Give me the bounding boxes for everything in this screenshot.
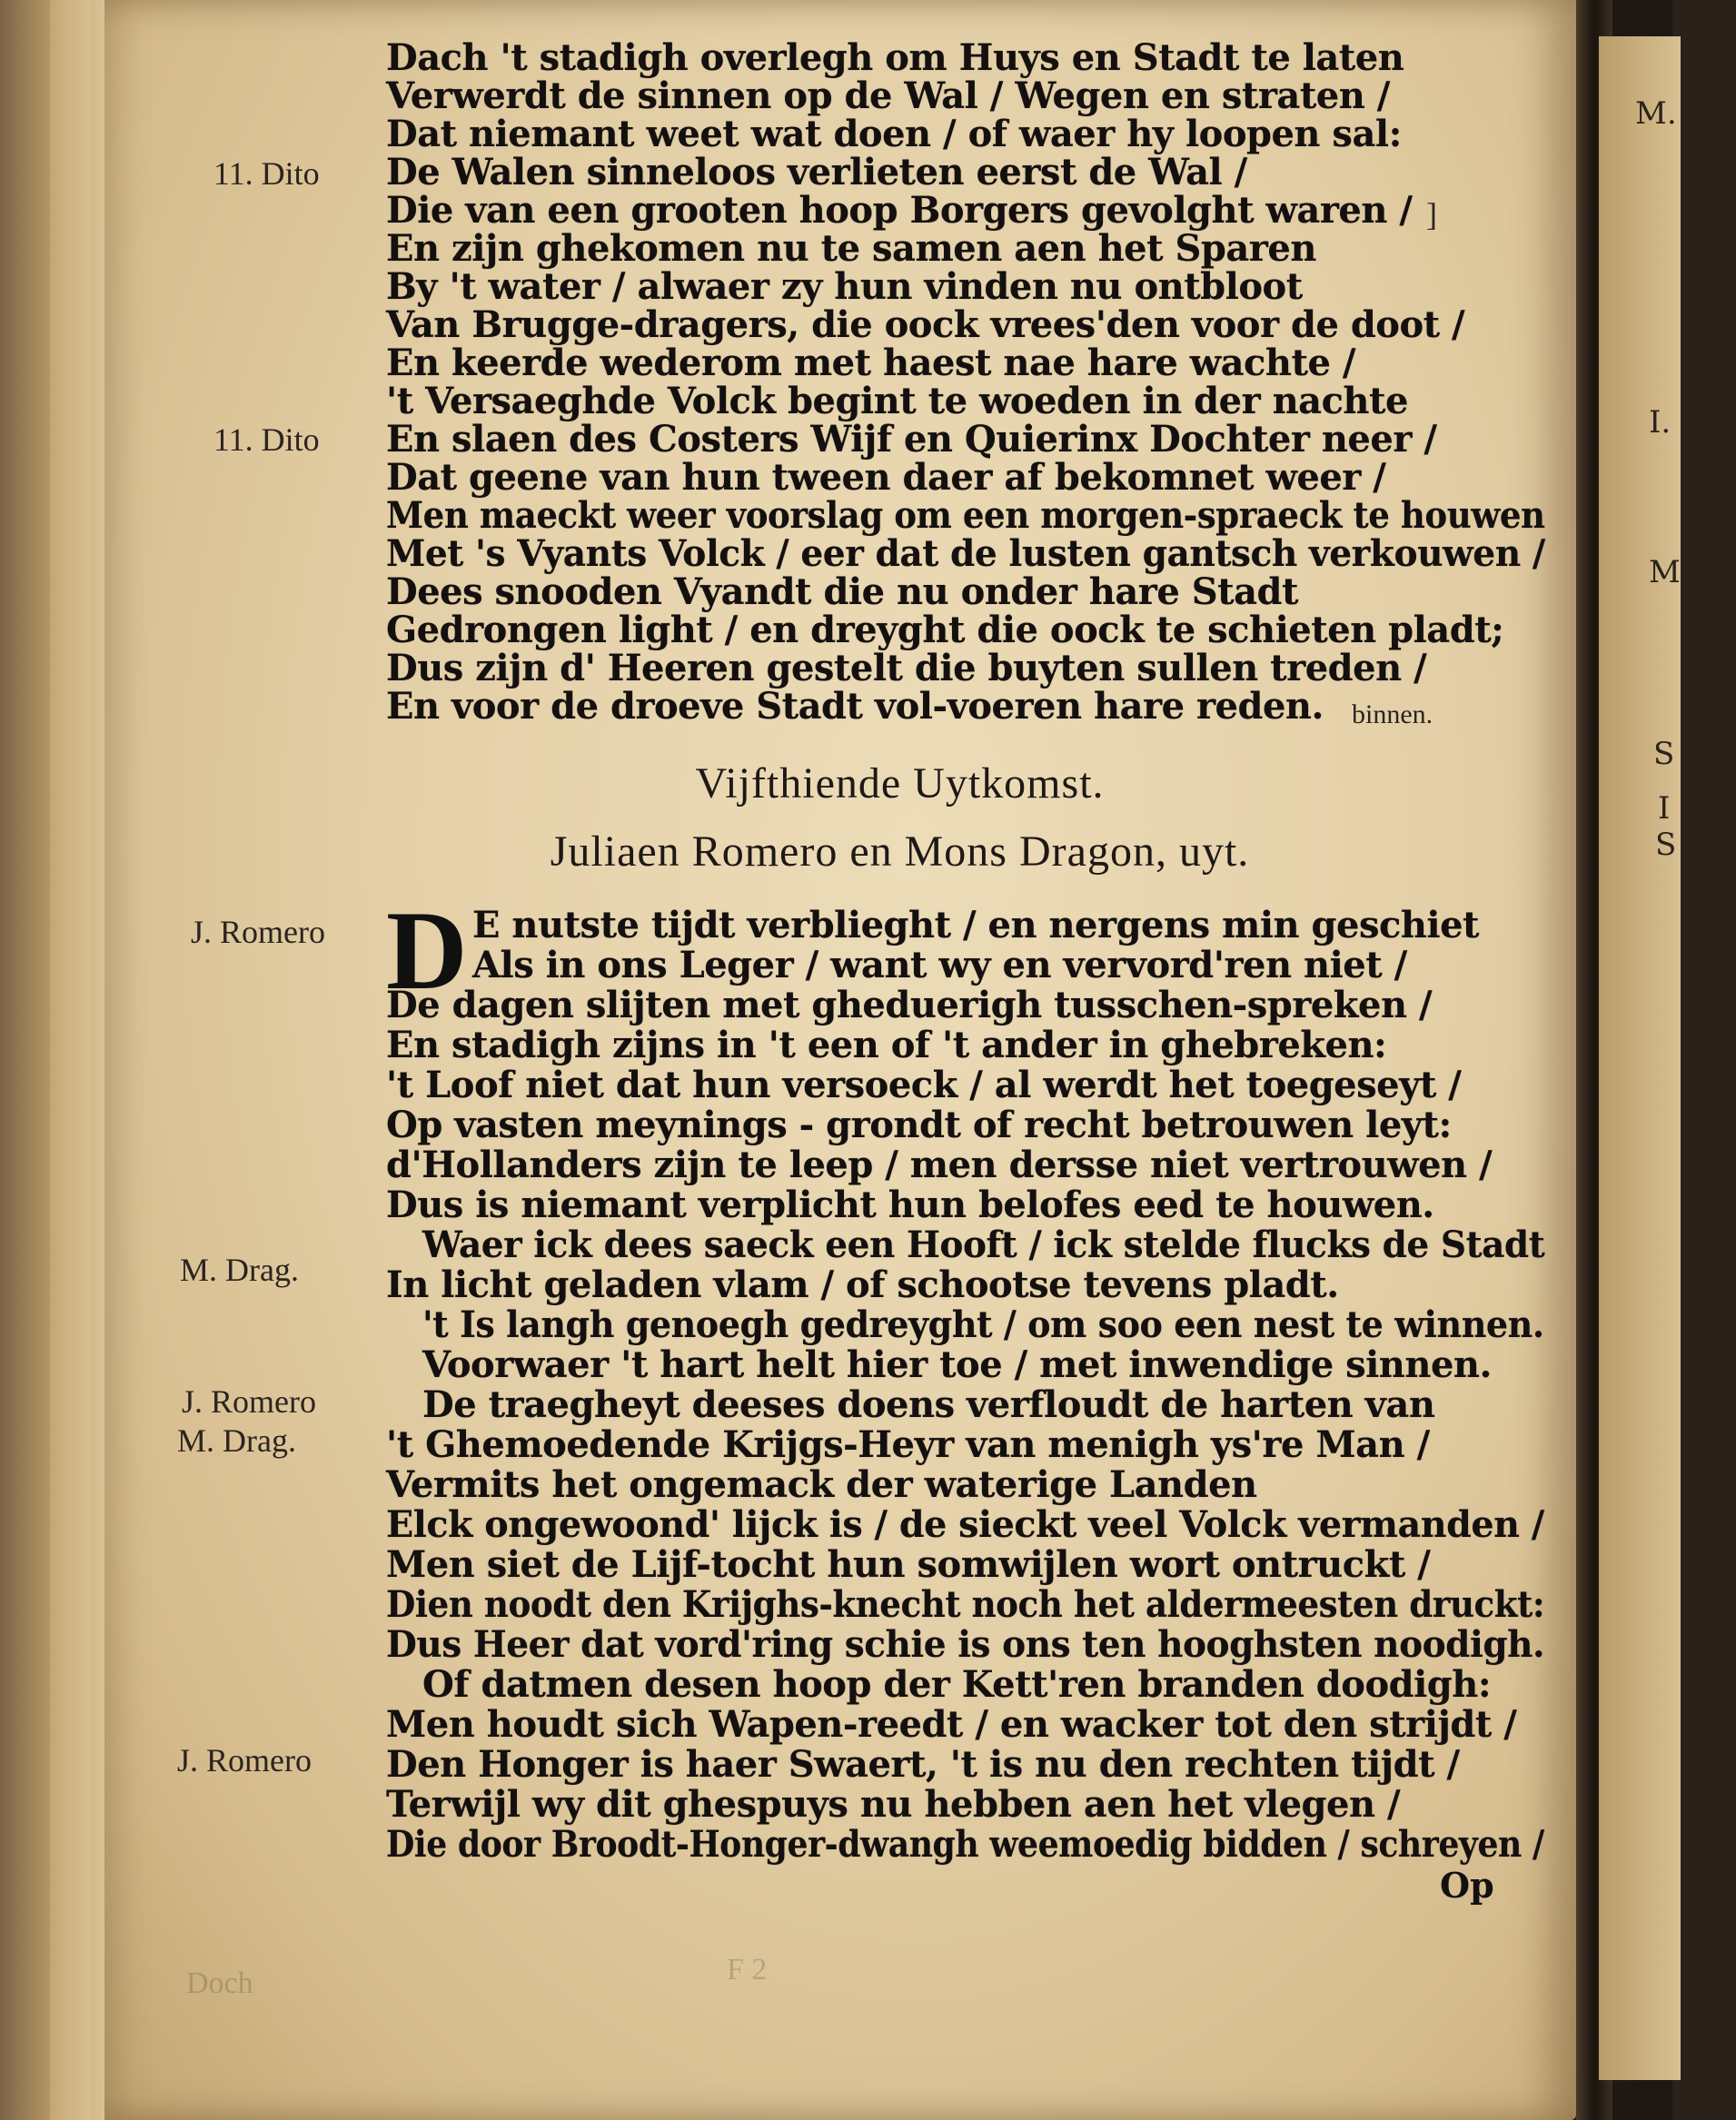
margin-note: 11. Dito (213, 155, 320, 192)
right-page-fragment: M (1649, 554, 1681, 590)
verse-line: Dees snooden Vyandt die nu onder hare Stadt (386, 570, 1298, 613)
verse-line: In licht geladen vlam / of schootse tevens pladt. (386, 1263, 1339, 1306)
verse-line: E nutste tijdt verblieght / en nergens min geschiet (472, 904, 1480, 946)
right-page-fragment: S (1653, 736, 1675, 772)
verse-line: Die door Broodt-Honger-dwangh weemoedig bidden / schreyen / (386, 1823, 1544, 1866)
show-through-text: Doch (186, 1966, 253, 2000)
verse-line: Die van een grooten hoop Borgers gevolght waren / (386, 189, 1413, 232)
verse-line: Men maeckt weer voorslag om een morgen-spraeck te houwen (386, 494, 1545, 537)
verse-line: Elck ongewoond' lijck is / de sieckt veel Volck vermanden / (386, 1503, 1544, 1546)
speaker-label: M. Drag. (180, 1252, 299, 1288)
verse-line: En slaen des Costers Wijf en Quierinx Dochter neer / (386, 418, 1437, 461)
right-page-sliver (1599, 36, 1681, 2080)
right-page-fragment: M. (1635, 95, 1677, 132)
verse-line: Men siet de Lijf-tocht hun somwijlen wort ontruckt / (386, 1543, 1431, 1586)
verse-line: Dus Heer dat vord'ring schie is ons ten hooghsten noodigh. (386, 1623, 1545, 1666)
verse-line: En voor de droeve Stadt vol-voeren hare reden. (386, 685, 1324, 728)
verse-line: d'Hollanders zijn te leep / men dersse niet vertrouwen / (386, 1144, 1493, 1186)
catchword: Op (1440, 1865, 1494, 1906)
show-through-text: F 2 (727, 1953, 768, 1986)
verse-line: Dus zijn d' Heeren gestelt die buyten sullen treden / (386, 647, 1427, 689)
margin-bracket: ] (1426, 196, 1437, 233)
verse-line: Vermits het ongemack der waterige Landen (386, 1463, 1257, 1506)
verse-line: Op vasten meynings - grondt of recht betrouwen leyt: (386, 1104, 1452, 1146)
verse-line: Gedrongen light / en dreyght die oock te schieten pladt; (386, 609, 1504, 651)
verse-line: Dien noodt den Krijghs-knecht noch het aldermeesten druckt: (386, 1583, 1545, 1626)
verse-line: Men houdt sich Wapen-reedt / en wacker tot den strijdt / (386, 1703, 1517, 1746)
verse-line: 't Loof niet dat hun versoeck / al werdt het toegeseyt / (386, 1064, 1462, 1106)
verse-line: En keerde wederom met haest nae hare wachte / (386, 342, 1355, 384)
verse-line: Verwerdt de sinnen op de Wal / Wegen en straten / (386, 74, 1390, 117)
verse-line: Als in ons Leger / want wy en vervord'ren niet / (472, 944, 1407, 986)
speaker-label: M. Drag. (177, 1422, 296, 1459)
verse-line: Dat niemant weet wat doen / of waer hy loopen sal: (386, 113, 1402, 155)
right-page-fragment: I. (1649, 404, 1672, 441)
page-edge-stack (0, 0, 56, 2120)
verse-line: Met 's Vyants Volck / eer dat de lusten gantsch verkouwen / (386, 532, 1545, 575)
verse-line: De dagen slijten met gheduerigh tusschen-spreken / (386, 984, 1433, 1026)
verse-line: Of datmen desen hoop der Kett'ren branden doodigh: (422, 1663, 1492, 1706)
verse-line: Dach 't stadigh overlegh om Huys en Stadt te laten (386, 36, 1404, 79)
section-subheading: Juliaen Romero en Mons Dragon, uyt. (550, 827, 1250, 876)
speaker-label: J. Romero (182, 1383, 316, 1420)
verse-line: Dat geene van hun tween daer af bekomnet weer / (386, 456, 1386, 499)
verse-line: By 't water / alwaer zy hun vinden nu ontbloot (386, 265, 1303, 308)
right-page-fragment: I (1658, 790, 1671, 827)
drop-cap: D (386, 888, 468, 1013)
speaker-label: J. Romero (191, 914, 325, 950)
verse-line: Van Brugge-dragers, die oock vrees'den voor de doot / (386, 303, 1465, 346)
verse-line: 't Ghemoedende Krijgs-Heyr van menigh ys're Man / (386, 1423, 1430, 1466)
margin-note: binnen. (1352, 699, 1433, 729)
section-heading: Vijfthiende Uytkomst. (695, 759, 1105, 807)
speaker-label: J. Romero (177, 1742, 312, 1778)
verse-line: De Walen sinneloos verlieten eerst de Wal / (386, 151, 1247, 193)
verse-line: Terwijl wy dit ghespuys nu hebben aen het vlegen / (386, 1783, 1401, 1826)
margin-note: 11. Dito (213, 421, 320, 458)
right-page-fragment: S (1655, 827, 1677, 863)
verse-line: 't Versaeghde Volck begint te woeden in der nachte (386, 380, 1408, 422)
verse-line: Voorwaer 't hart helt hier toe / met inwendige sinnen. (422, 1343, 1492, 1386)
verse-line: De traegheyt deeses doens verfloudt de harten van (422, 1383, 1435, 1426)
verse-line: Dus is niemant verplicht hun belofes eed te houwen. (386, 1184, 1434, 1226)
verse-line: En stadigh zijns in 't een of 't ander in ghebreken: (386, 1024, 1387, 1066)
verse-line: 't Is langh genoegh gedreyght / om soo een nest te winnen. (422, 1303, 1544, 1346)
verse-line: En zijn ghekomen nu te samen aen het Sparen (386, 227, 1316, 270)
verse-line: Den Honger is haer Swaert, 't is nu den rechten tijdt / (386, 1743, 1460, 1786)
verse-line: Waer ick dees saeck een Hooft / ick stelde flucks de Stadt (422, 1223, 1545, 1266)
